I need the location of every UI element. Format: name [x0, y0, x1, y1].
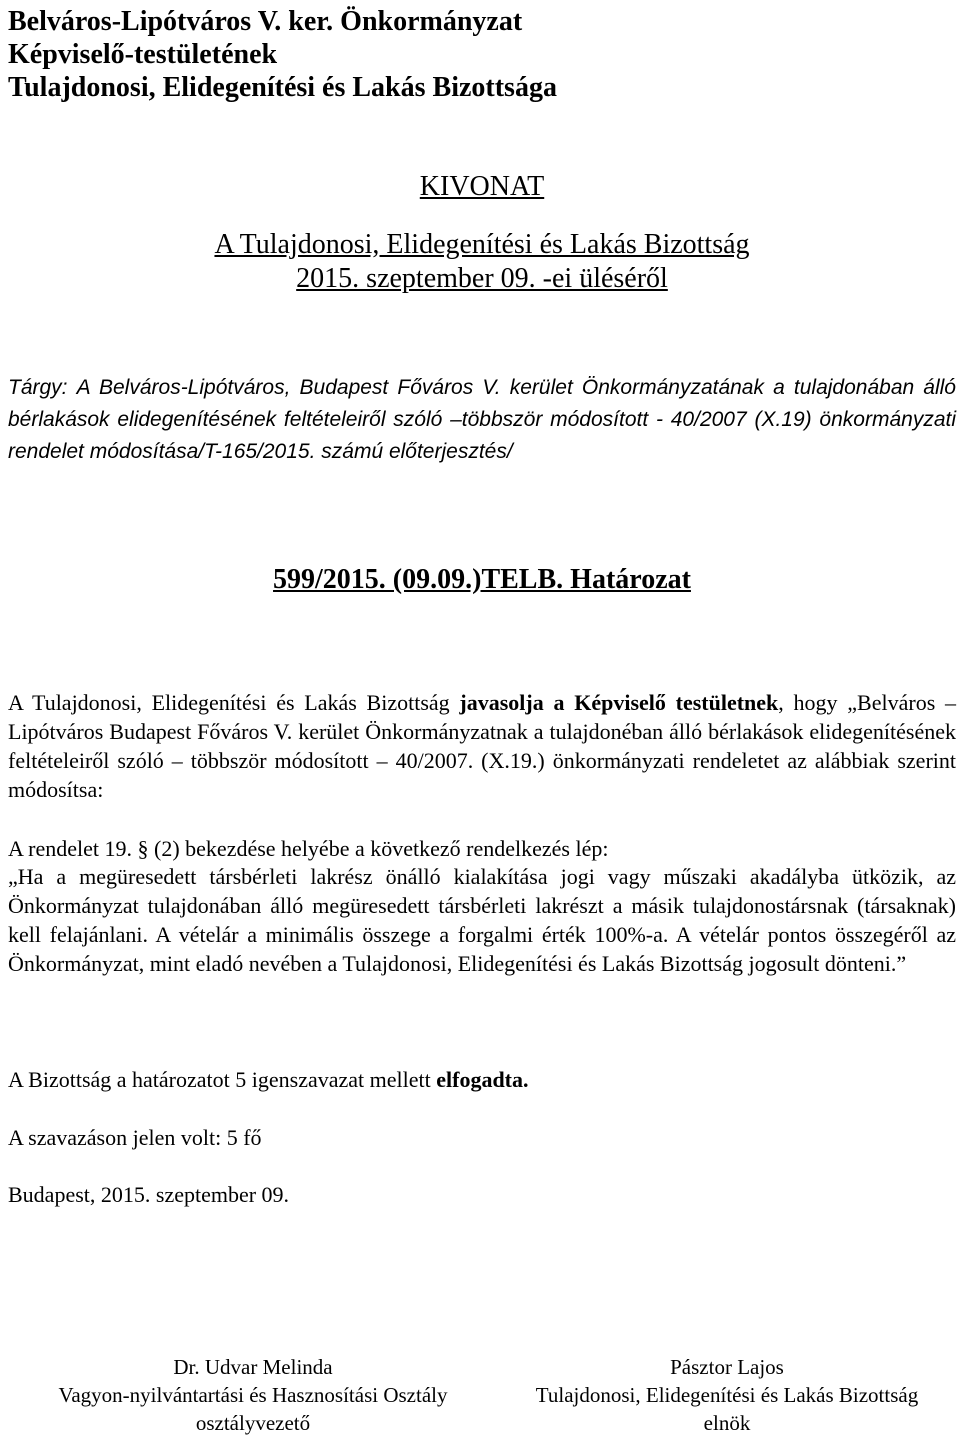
issuer-header — [8, 5, 557, 104]
signer-right-unit: Tulajdonosi, Elidegenítési és Lakás Bizottság — [535, 1383, 919, 1407]
meeting-heading — [8, 228, 956, 296]
vote-outcome: elfogadta. — [436, 1067, 529, 1092]
amendment-quote: „Ha a megüresedett társbérleti lakrész önálló kialakítása jogi vagy műszaki akadályba ütközik, az Önkormányzat tulajdonában álló megüresedett társbérleti lakrészt a másik tulajdonostársnak (társaknak) kell felajánlani. A vételár a minimális összege a forgalmi érték 100%-a. A vételár pontos összegéről az Önkormányzat, mint eladó nevében a Tulajdonosi, Elidegenítési és Lakás Bizottság jogosult dönteni.” — [8, 864, 956, 976]
header-line-2: Képviselő-testületének — [8, 39, 278, 70]
committee-name: A Tulajdonosi, Elidegenítési és Lakás Bizottság — [214, 229, 750, 260]
subject-label: Tárgy: — [8, 376, 68, 399]
header-line-3: Tulajdonosi, Elidegenítési és Lakás Bizottsága — [8, 72, 557, 103]
attendance: A szavazáson jelen volt: 5 fő — [8, 1125, 262, 1150]
amendment-intro: A rendelet 19. § (2) bekezdése helyébe a következő rendelkezés lép: — [8, 836, 609, 861]
signature-left — [8, 1353, 498, 1437]
proposal-text-a: A Tulajdonosi, Elidegenítési és Lakás Bizottság — [8, 690, 450, 715]
vote-result — [8, 1065, 956, 1094]
subject-block — [8, 372, 956, 468]
resolution-number: 599/2015. (09.09.)TELB. Határozat — [273, 564, 691, 595]
proposal-paragraph — [8, 688, 956, 804]
vote-text: A Bizottság a határozatot 5 igenszavazat mellett — [8, 1067, 431, 1092]
proposal-text-bold: javasolja a Képviselő testületnek — [459, 690, 779, 715]
subject-text: A Belváros-Lipótváros, Budapest Főváros V. kerület Önkormányzatának a tulajdonában álló bérlakások elidegenítésének feltételeiről szóló –többször módosított - 40/2007 (X.19) önkormányzati rendelet módosítása/T-165/2015. számú előterjesztés/ — [8, 376, 956, 463]
signer-left-unit: Vagyon-nyilvántartási és Hasznosítási Osztály — [58, 1383, 448, 1407]
signer-right-name: Pásztor Lajos — [670, 1355, 784, 1379]
place-date: Budapest, 2015. szeptember 09. — [8, 1182, 290, 1207]
signer-right-role: elnök — [703, 1411, 751, 1435]
header-line-1: Belváros-Lipótváros V. ker. Önkormányzat — [8, 6, 523, 37]
signer-left-role: osztályvezető — [195, 1411, 311, 1435]
document-title: KIVONAT — [419, 171, 545, 202]
signer-left-name: Dr. Udvar Melinda — [173, 1355, 333, 1379]
proposal-text-b: , hogy „Belváros – Lipótváros Budapest Főváros V. kerület Önkormányzatnak a tulajdonéban álló bérlakások elidegenítésének feltételeiről szóló – többször módosított – 40/2007. (X.19.) önkormányzati rendeletet az alábbiak szerint módosítsa: — [8, 690, 957, 802]
signature-right — [498, 1353, 956, 1437]
meeting-date: 2015. szeptember 09. -ei üléséről — [296, 263, 668, 294]
